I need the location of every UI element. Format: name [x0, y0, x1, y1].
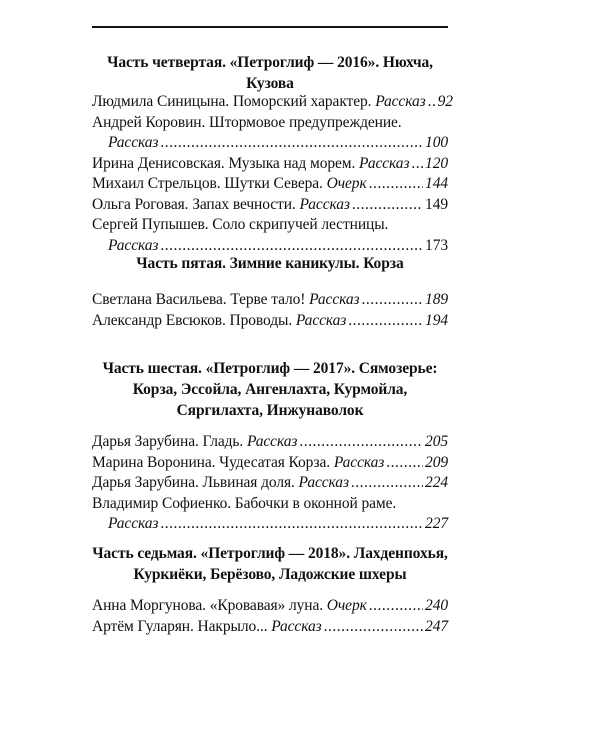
toc-entry[interactable] [92, 290, 448, 311]
entry-page-number: 247 [425, 617, 448, 635]
toc-entry[interactable] [92, 473, 448, 494]
toc-entry[interactable] [92, 215, 448, 256]
entry-page-number: 194 [425, 311, 448, 329]
toc-entry[interactable] [92, 92, 453, 113]
toc-entry[interactable] [92, 154, 448, 175]
entry-page-number: 227 [425, 515, 448, 532]
entry-page-number: 240 [425, 597, 448, 614]
section-part-seven-entries [92, 596, 448, 637]
entry-genre: Рассказ [359, 154, 410, 172]
entry-author-title: Марина Воронина. Чудесатая Корза. [92, 453, 331, 471]
entry-genre: Рассказ [246, 433, 298, 450]
dot-leader [299, 432, 423, 453]
section-title: Часть шестая. «Петроглиф — 2017». Сямозерье: Корза, Эссойла, Ангенлахта, Курмойла, Сяргилахта, Инжунаволок [102, 360, 438, 419]
entry-author-title: Ольга Роговая. Запах вечности. [92, 195, 296, 213]
entry-page-number: 120 [425, 154, 448, 172]
entry-genre: Рассказ [298, 474, 349, 491]
entry-genre: Рассказ [108, 134, 159, 151]
section-part-five [92, 253, 448, 274]
toc-entry[interactable] [92, 174, 448, 195]
entry-page-number: 100 [425, 134, 448, 151]
section-title: Часть седьмая. «Петроглиф — 2018». Лахденпохья, Куркиёки, Берёзово, Ладожские шхеры [92, 545, 448, 583]
toc-entry[interactable] [92, 113, 448, 154]
entry-page-number: 149 [425, 195, 448, 213]
section-part-four [92, 52, 448, 94]
entry-genre: Рассказ [271, 617, 322, 635]
entry-author-title: Людмила Синицына. Поморский характер. [92, 93, 372, 110]
entry-genre: Рассказ [108, 515, 159, 532]
dot-leader [361, 290, 423, 311]
section-part-five-entries [92, 290, 448, 331]
entry-genre: Рассказ [309, 291, 360, 308]
entry-author-title: Александр Евсюков. Проводы. [92, 311, 293, 329]
section-part-six [92, 358, 448, 421]
entry-genre: Рассказ [295, 311, 347, 329]
section-title: Часть пятая. Зимние каникулы. Корза [136, 255, 404, 272]
dot-leader [324, 617, 423, 638]
toc-entry[interactable] [92, 432, 448, 453]
dot-leader [160, 133, 423, 154]
section-title: Часть четвертая. «Петроглиф — 2016». Нюхча, Кузова [107, 54, 433, 92]
entry-author-title: Дарья Зарубина. Львиная доля. [92, 474, 295, 491]
dot-leader [369, 174, 423, 195]
entry-genre: Рассказ [333, 453, 385, 471]
toc-entry[interactable] [92, 453, 448, 474]
section-part-four-entries [92, 92, 453, 256]
entry-author-title: Андрей Коровин. Штормовое предупреждение. [92, 113, 402, 131]
entry-page-number: 173 [425, 236, 448, 254]
dot-leader [160, 514, 423, 535]
entry-genre: Очерк [326, 597, 367, 614]
entry-page-number: 205 [425, 433, 448, 450]
dot-leader [352, 195, 423, 216]
dot-leader [428, 92, 436, 113]
entry-page-number: 224 [425, 474, 448, 491]
entry-genre: Очерк [326, 175, 367, 192]
entry-page-number: 209 [425, 453, 448, 471]
toc-entry[interactable] [92, 494, 448, 535]
entry-page-number: 189 [425, 291, 448, 308]
top-rule [92, 26, 448, 28]
entry-genre: Рассказ [299, 195, 350, 213]
dot-leader [348, 311, 423, 332]
dot-leader [351, 473, 423, 494]
dot-leader [386, 453, 423, 474]
entry-page-number: 92 [437, 93, 453, 110]
entry-author-title: Анна Моргунова. «Кровавая» луна. [92, 597, 323, 614]
section-part-six-entries [92, 432, 448, 535]
toc-entry[interactable] [92, 311, 448, 332]
entry-author-title: Дарья Зарубина. Гладь. [92, 433, 244, 450]
entry-author-title: Сергей Пупышев. Соло скрипучей лестницы. [92, 216, 389, 233]
toc-entry[interactable] [92, 195, 448, 216]
entry-author-title: Михаил Стрельцов. Шутки Севера. [92, 175, 323, 192]
section-part-seven [92, 543, 448, 585]
entry-genre: Рассказ [108, 236, 159, 254]
entry-author-title: Артём Гуларян. Накрыло... [92, 617, 268, 635]
toc-entry[interactable] [92, 617, 448, 638]
dot-leader [411, 154, 423, 175]
entry-genre: Рассказ [375, 93, 426, 110]
entry-author-title: Ирина Денисовская. Музыка над морем. [92, 154, 356, 172]
dot-leader [369, 596, 423, 617]
toc-entry[interactable] [92, 596, 448, 617]
entry-page-number: 144 [425, 175, 448, 192]
entry-author-title: Владимир Софиенко. Бабочки в оконной раме. [92, 494, 397, 512]
entry-author-title: Светлана Васильева. Терве тало! [92, 291, 306, 308]
